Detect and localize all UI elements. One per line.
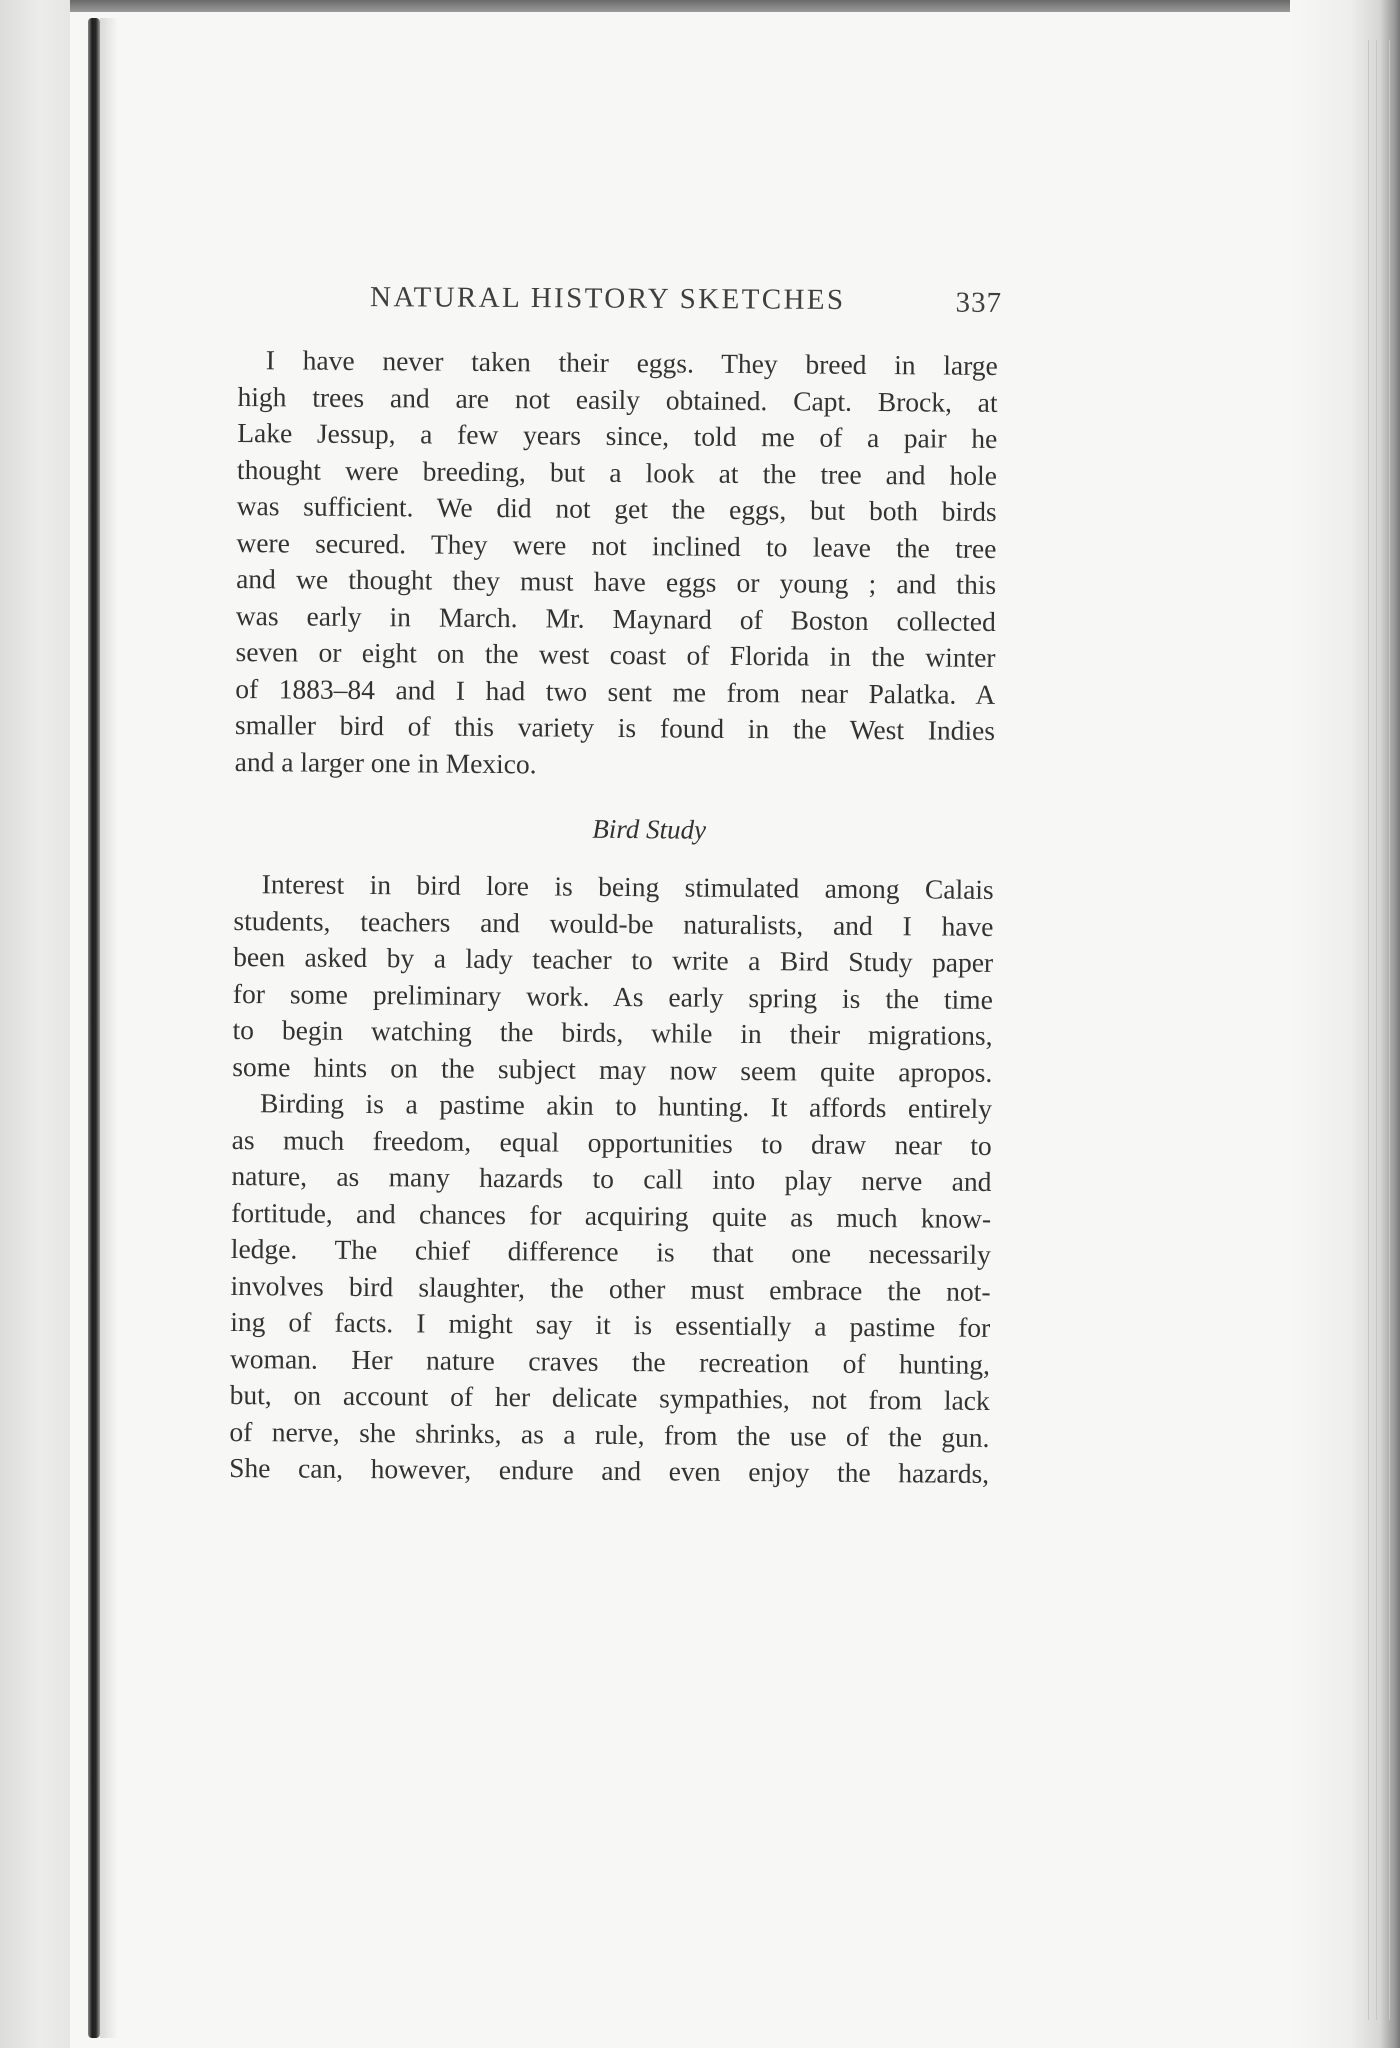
gutter-shadow bbox=[100, 18, 118, 2038]
text-line: as much freedom, equal opportunities to draw near to bbox=[231, 1123, 992, 1161]
running-head-title: NATURAL HISTORY SKETCHES bbox=[369, 281, 846, 316]
body-text bbox=[229, 342, 998, 1492]
scan-top-border bbox=[0, 0, 1400, 12]
text-line: but, on account of her delicate sympathies, not from lack bbox=[229, 1378, 990, 1416]
text-line: was early in March. Mr. Maynard of Boston collected bbox=[235, 599, 996, 637]
page-edges bbox=[1290, 0, 1400, 2048]
text-line: I have never taken their eggs. They breed in large bbox=[265, 344, 998, 381]
text-line: Interest in bird lore is being stimulated among Calais bbox=[261, 868, 994, 905]
text-line: been asked by a lady teacher to write a Bird Study paper bbox=[233, 940, 994, 978]
book-gutter bbox=[88, 18, 100, 2038]
text-line: and a larger one in Mexico. bbox=[234, 745, 537, 779]
text-line: for some preliminary work. As early spring is the time bbox=[232, 977, 993, 1015]
text-line: ing of facts. I might say it is essentially a pastime for bbox=[230, 1305, 991, 1343]
text-line: of nerve, she shrinks, as a rule, from the use of the gun. bbox=[229, 1415, 990, 1453]
text-line: ledge. The chief difference is that one necessarily bbox=[230, 1232, 991, 1270]
page-edge-line bbox=[1368, 40, 1369, 2020]
text-line: of 1883–84 and I had two sent me from near Palatka. A bbox=[235, 672, 996, 710]
text-line: high trees and are not easily obtained. Capt. Brock, at bbox=[237, 380, 998, 418]
page-edge-line bbox=[1389, 40, 1390, 2020]
text-line: thought were breeding, but a look at the tree and hole bbox=[236, 453, 998, 491]
facing-page-margin bbox=[0, 0, 70, 2048]
text-line: Birding is a pastime akin to hunting. It affords entirely bbox=[259, 1087, 993, 1124]
text-line: was sufficient. We did not get the eggs, but both birds bbox=[236, 489, 997, 527]
page-number: 337 bbox=[955, 286, 1003, 319]
page-edge-line bbox=[1376, 40, 1377, 2020]
text-line: woman. Her nature craves the recreation of hunting, bbox=[229, 1342, 991, 1380]
text-line: involves bird slaughter, the other must embrace the not- bbox=[230, 1269, 991, 1307]
text-line: some hints on the subject may now seem quite apropos. bbox=[232, 1050, 993, 1088]
section-heading: Bird Study bbox=[592, 813, 707, 845]
page-edge-line bbox=[1383, 40, 1384, 2020]
text-line: smaller bird of this variety is found in the West Indies bbox=[234, 708, 996, 746]
text-line: seven or eight on the west coast of Florida in the winter bbox=[235, 635, 996, 673]
text-line: nature, as many hazards to call into play nerve and bbox=[231, 1159, 992, 1197]
text-line: Lake Jessup, a few years since, told me of a pair he bbox=[237, 416, 998, 454]
text-line: students, teachers and would-be naturalists, and I have bbox=[233, 904, 994, 942]
text-line: and we thought they must have eggs or young ; and this bbox=[236, 562, 997, 600]
running-head bbox=[360, 281, 1010, 335]
text-line: were secured. They were not inclined to leave the tree bbox=[236, 526, 997, 564]
text-line: She can, however, endure and even enjoy the hazards, bbox=[229, 1451, 990, 1489]
text-line: fortitude, and chances for acquiring quite as much know- bbox=[231, 1196, 992, 1234]
text-line: to begin watching the birds, while in their migrations, bbox=[232, 1013, 993, 1051]
